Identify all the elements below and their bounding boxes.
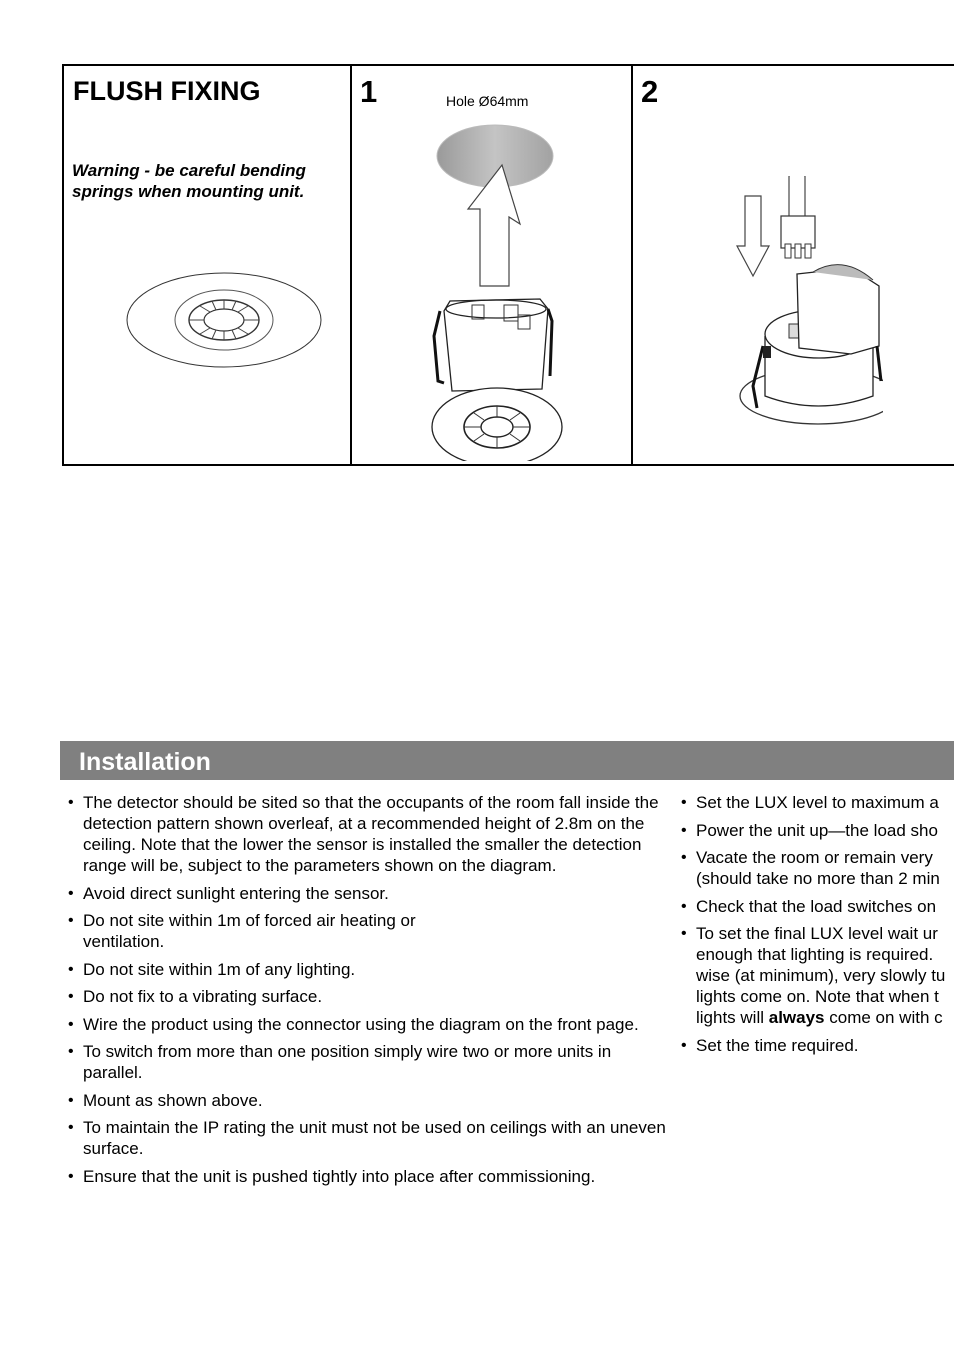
- step-1-cell: [352, 66, 633, 464]
- sensor-flush-illustration: [124, 270, 324, 370]
- list-item: [681, 923, 954, 1028]
- list-item: • Wire the product using the connector using the diagram on the front page.: [68, 1014, 668, 1035]
- step-2-cell: [633, 66, 954, 464]
- list-item-line: (should take no more than 2 min: [696, 869, 940, 888]
- hole-diameter-label: Hole Ø64mm: [446, 93, 529, 109]
- list-item: [681, 820, 954, 841]
- list-item-line: come on with c: [824, 1008, 943, 1027]
- list-item-line: Set the time required.: [696, 1035, 859, 1055]
- mounting-warning: Warning - be careful bending springs when mounting unit.: [72, 161, 306, 201]
- flush-fixing-cell: [64, 66, 352, 464]
- step-1-illustration: [422, 121, 572, 461]
- installation-right-list: [681, 792, 954, 1062]
- installation-title: Installation: [79, 748, 211, 776]
- list-item: [681, 896, 954, 917]
- list-item-line: Vacate the room or remain very: [696, 848, 933, 867]
- list-item: [68, 910, 423, 952]
- list-item: • The detector should be sited so that the occupants of the room fall inside the detection pattern shown overleaf, at a recommended height of 2.8m on the ceiling. Note that the lower the sensor is installed the smaller the detection range will be, subject to the parameters shown on the diagram.: [68, 792, 668, 876]
- installation-left-list: [68, 792, 668, 1193]
- list-item-line: enough that lighting is required.: [696, 945, 934, 964]
- list-item: • Do not site within 1m of any lighting.: [68, 959, 668, 980]
- list-item: [681, 792, 954, 813]
- list-item-text: Do not site within 1m of forced air heating or ventilation.: [83, 911, 416, 951]
- step-2-illustration: [723, 176, 883, 436]
- list-item: [681, 847, 954, 889]
- emphasis-always: always: [768, 1008, 825, 1027]
- list-item-line: To set the final LUX level wait ur: [696, 924, 938, 943]
- list-item-line: wise (at minimum), very slowly tu: [696, 966, 946, 985]
- flush-fixing-title: FLUSH FIXING: [73, 76, 261, 106]
- installation-header-bar: [60, 741, 954, 780]
- step-1-number: 1: [360, 74, 378, 109]
- list-item-line: Power the unit up—the load sho: [696, 820, 938, 840]
- list-item: • Do not fix to a vibrating surface.: [68, 986, 668, 1007]
- list-item: • Mount as shown above.: [68, 1090, 668, 1111]
- list-item: • To maintain the IP rating the unit must not be used on ceilings with an uneven surface.: [68, 1117, 668, 1159]
- list-item: [681, 1035, 954, 1056]
- list-item-line: Check that the load switches on: [696, 896, 937, 916]
- list-item-line: Set the LUX level to maximum a: [696, 793, 939, 812]
- step-2-number: 2: [641, 74, 659, 109]
- list-item-line: lights come on. Note that when t: [696, 987, 939, 1006]
- list-item: • Avoid direct sunlight entering the sensor.: [68, 883, 668, 904]
- list-item-line: lights will: [696, 1008, 769, 1027]
- list-item: • Ensure that the unit is pushed tightly into place after commissioning.: [68, 1166, 668, 1187]
- list-item: • To switch from more than one position simply wire two or more units in parallel.: [68, 1041, 668, 1083]
- flush-fixing-table: [62, 64, 954, 466]
